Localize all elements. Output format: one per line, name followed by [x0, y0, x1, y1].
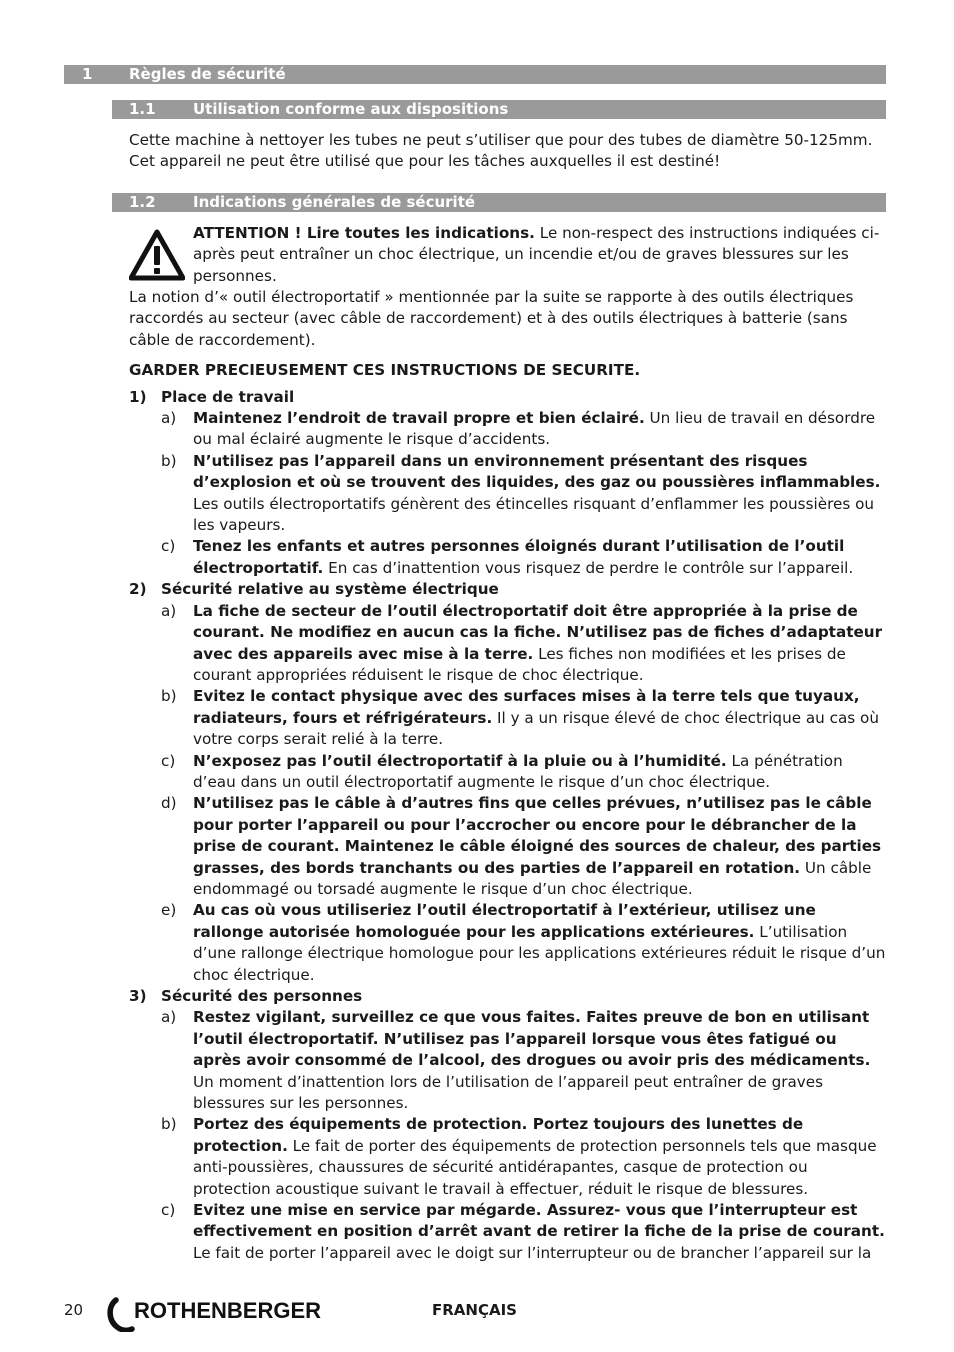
group-title: Place de travail — [161, 387, 295, 406]
item-letter: e) — [161, 901, 177, 920]
attention-text: Le non-respect des instructions indiquées ci-après peut entraîner un choc électrique, un incendie et/ou de graves blessures sur les personnes. — [193, 224, 880, 285]
item-letter: a) — [161, 409, 177, 428]
item-text: Il y a un risque élevé de choc électrique au cas où votre corps serait relié à la terre. — [193, 708, 879, 749]
notion-text: La notion d’« outil électroportatif » mentionnée par la suite se rapporte à des outils électriques raccordés au secteur (avec câble de raccordement) et à des outils électriques à batterie (sans câble de raccordement). — [129, 288, 854, 349]
section-1-header — [64, 65, 886, 84]
group-heading — [129, 579, 889, 600]
item-letter: c) — [161, 1201, 176, 1220]
item-letter: d) — [161, 794, 177, 813]
list-item — [129, 686, 889, 750]
item-text: Le fait de porter l’appareil avec le doigt sur l’interrupteur ou de brancher l’appareil sur la — [193, 1243, 872, 1262]
item-bold-text: La fiche de secteur de l’outil électroportatif doit être appropriée à la prise de courant. Ne modifiez en aucun cas la fiche. N’utilisez pas de fiches d’adaptateur avec des appareils avec mise à la terre. — [193, 601, 883, 663]
item-text: La pénétration d’eau dans un outil électroportatif augmente le risque d’un choc électrique. — [193, 751, 843, 791]
item-bold-text: N’utilisez pas le câble à d’autres fins que celles prévues, n’utilisez pas le câble pour porter l’appareil ou pour l’accrocher ou encore pour le débrancher de la prise de courant. Maintenez le câble éloigné des sources de chaleur, des parties grasses, des bords tranchants ou des parties de l’appareil en rotation. — [193, 794, 882, 877]
keep-instructions: GARDER PRECIEUSEMENT CES INSTRUCTIONS DE SECURITE. — [129, 361, 641, 380]
item-bold-text: N’exposez pas l’outil électroportatif à la pluie ou à l’humidité. — [193, 751, 727, 770]
section-1-1-title: Utilisation conforme aux dispositions — [193, 100, 509, 118]
page-number: 20 — [64, 1301, 84, 1319]
item-letter: b) — [161, 451, 177, 470]
item-letter: a) — [161, 601, 177, 620]
item-text: Un câble endommagé ou torsadé augmente le risque d’un choc électrique. — [193, 858, 872, 898]
attention-bold: ATTENTION ! Lire toutes les indications. — [193, 224, 535, 242]
item-letter: a) — [161, 1008, 177, 1027]
group-number: 2) — [129, 580, 147, 599]
group-heading — [129, 986, 889, 1007]
section-1-number: 1 — [82, 65, 93, 83]
list-item — [129, 601, 889, 687]
list-item — [129, 751, 889, 794]
section-1-1-text: Cette machine à nettoyer les tubes ne peut s’utiliser que pour des tubes de diamètre 50-125mm. Cet appareil ne peut être utilisé que pour les tâches auxquelles il est destiné! — [129, 131, 873, 171]
item-text: Les fiches non modifiées et les prises de courant appropriées réduisent le risque de choc électrique. — [193, 644, 846, 684]
attention-paragraph — [193, 223, 889, 287]
item-bold-text: Restez vigilant, surveillez ce que vous faites. Faites preuve de bon en utilisant l’outil électroportatif. N’utilisez pas l’appareil lorsque vous êtes fatigué ou après avoir consommé de l’alcool, des drogues ou avoir pris des médicaments. — [193, 1008, 871, 1070]
language-label: FRANÇAIS — [432, 1301, 517, 1319]
item-text: L’utilisation d’une rallonge électrique homologue pour les applications extérieures réduit le risque d’un choc électrique. — [193, 922, 886, 984]
item-text: Les outils électroportatifs génèrent des étincelles risquant d’enflammer les poussières ou les vapeurs. — [193, 494, 874, 535]
section-1-1-body — [129, 130, 889, 173]
list-item — [129, 1007, 889, 1114]
group-number: 1) — [129, 387, 147, 406]
item-letter: b) — [161, 1115, 177, 1134]
section-1-1-header — [112, 100, 886, 119]
item-bold-text: Au cas où vous utiliseriez l’outil électroportatif à l’extérieur, utilisez une rallonge autorisée homologuée pour les applications extérieures. — [193, 901, 816, 941]
section-1-2-number: 1.2 — [129, 193, 156, 211]
list-item — [129, 1200, 889, 1264]
group-title: Sécurité des personnes — [161, 987, 363, 1005]
item-text: Un lieu de travail en désordre ou mal éclairé augmente le risque d’accidents. — [193, 409, 876, 449]
rothenberger-logo — [104, 1296, 354, 1338]
list-item — [129, 793, 889, 900]
list-item — [129, 451, 889, 537]
group-number: 3) — [129, 987, 147, 1005]
warning-triangle-icon — [129, 229, 185, 281]
item-bold-text: Evitez une mise en service par mégarde. Assurez- vous que l’interrupteur est effectivement en position d’arrêt avant de retirer la fiche de la prise de courant. — [193, 1201, 885, 1241]
item-bold-text: Maintenez l’endroit de travail propre et bien éclairé. — [193, 409, 645, 428]
item-text: En cas d’inattention vous risquez de perdre le contrôle sur l’appareil. — [323, 558, 854, 577]
item-letter: c) — [161, 751, 176, 770]
item-bold-text: Portez des équipements de protection. Portez toujours des lunettes de protection. — [193, 1115, 804, 1155]
safety-groups — [129, 387, 889, 1265]
item-letter: b) — [161, 687, 177, 706]
item-letter: c) — [161, 537, 176, 556]
section-1-1-number: 1.1 — [129, 100, 156, 118]
group-heading — [129, 387, 889, 408]
item-bold-text: Evitez le contact physique avec des surfaces mises à la terre tels que tuyaux, radiateurs, fours et réfrigérateurs. — [193, 687, 860, 727]
brand-text: ROTHENBERGER — [134, 1298, 322, 1323]
list-item — [129, 900, 889, 986]
item-bold-text: N’utilisez pas l’appareil dans un environnement présentant des risques d’explosion et où se trouvent des liquides, des gaz ou poussières inflammables. — [193, 451, 881, 492]
list-item — [129, 536, 889, 579]
section-1-2-body — [129, 287, 889, 1264]
list-item — [129, 1114, 889, 1200]
list-item — [129, 408, 889, 451]
section-1-2-header — [112, 193, 886, 212]
footer — [0, 1296, 954, 1336]
item-text: Un moment d’inattention lors de l’utilisation de l’appareil peut entraîner de graves blessures sur les personnes. — [193, 1072, 824, 1113]
section-1-2-title: Indications générales de sécurité — [193, 193, 476, 211]
group-title: Sécurité relative au système électrique — [161, 580, 499, 599]
item-bold-text: Tenez les enfants et autres personnes éloignés durant l’utilisation de l’outil électroportatif. — [193, 537, 845, 577]
section-1-title: Règles de sécurité — [129, 65, 286, 83]
item-text: Le fait de porter des équipements de protection personnels tels que masque anti-poussières, chaussures de sécurité antidérapantes, casque de protection ou protection acoustique suivant le travail à effectuer, réduit le risque de blessures. — [193, 1136, 877, 1198]
